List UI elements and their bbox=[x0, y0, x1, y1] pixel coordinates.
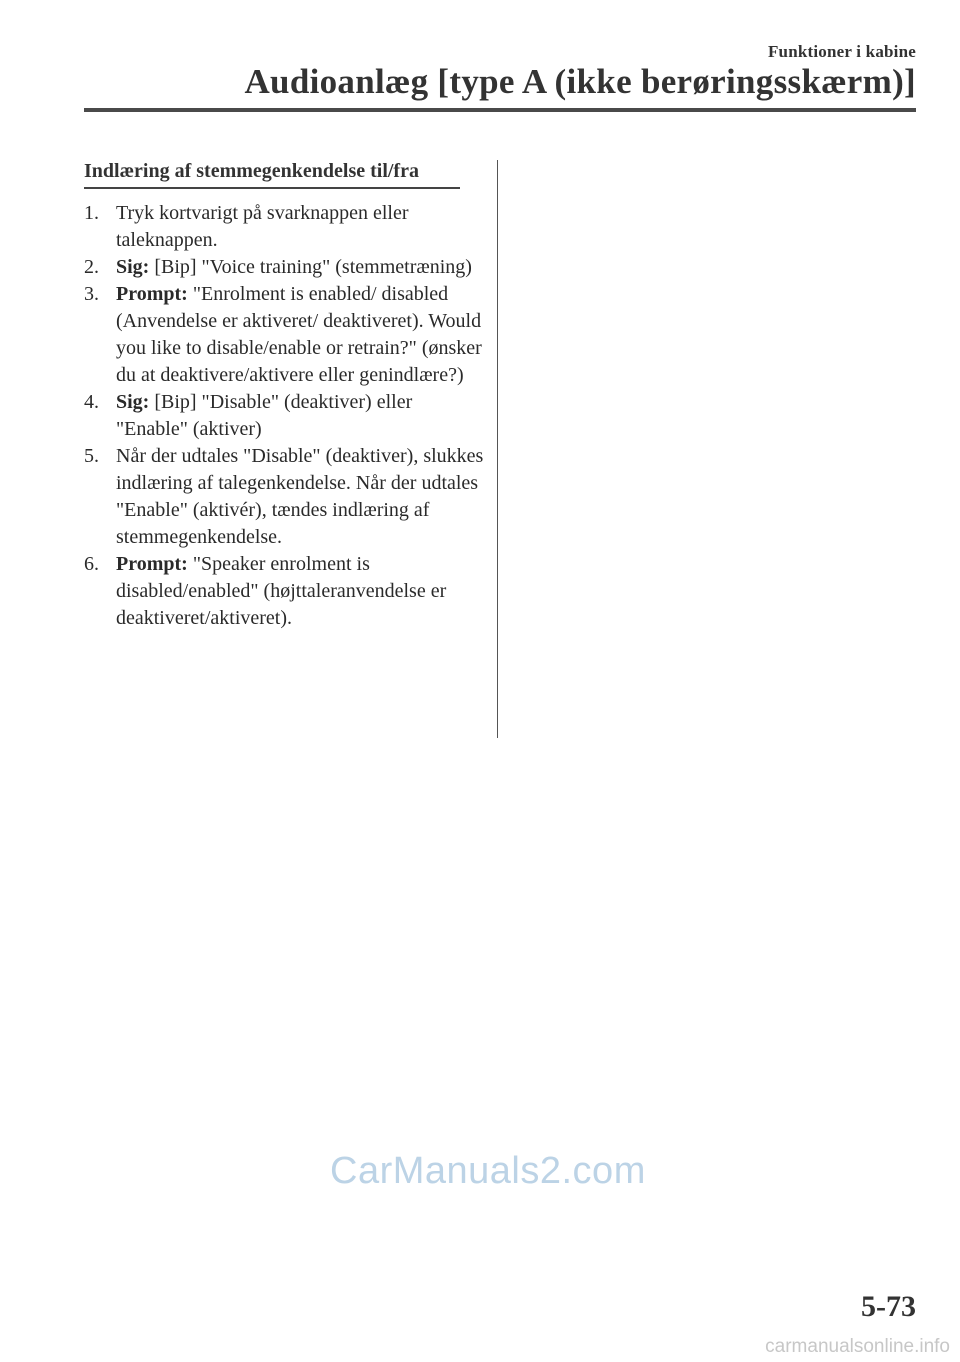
page-number: 5-73 bbox=[861, 1290, 916, 1323]
step-keyword: Prompt: bbox=[116, 553, 188, 575]
step-text: [Bip] "Disable" (deaktiver) eller "Enable" (aktiver) bbox=[116, 391, 413, 440]
instruction-steps bbox=[84, 200, 484, 632]
section-heading: Indlæring af stemmegenkendelse til/fra bbox=[84, 160, 460, 189]
step-number: 1. bbox=[84, 202, 99, 224]
page-title: Audioanlæg [type A (ikke berøringsskærm)] bbox=[244, 62, 916, 101]
step-number: 4. bbox=[84, 391, 99, 413]
step-text: "Speaker enrolment is disabled/enabled" (højttaleranvendelse er deaktiveret/aktiveret). bbox=[116, 553, 447, 629]
chapter-label: Funktioner i kabine bbox=[767, 42, 916, 61]
step-3 bbox=[84, 281, 484, 389]
step-text: Tryk kortvarigt på svarknappen eller taleknappen. bbox=[116, 202, 409, 251]
step-2 bbox=[84, 254, 484, 281]
step-keyword: Sig: bbox=[116, 256, 150, 278]
step-text: [Bip] "Voice training" (stemmetræning) bbox=[149, 256, 472, 278]
step-number: 6. bbox=[84, 553, 99, 575]
step-keyword: Sig: bbox=[116, 391, 150, 413]
step-number: 5. bbox=[84, 445, 99, 467]
column-divider bbox=[497, 160, 498, 738]
step-keyword: Prompt: bbox=[116, 283, 188, 305]
step-text: "Enrolment is enabled/ disabled (Anvendelse er aktiveret/ deaktiveret). Would you like to disable/enable or retrain?" (ønsker du at deaktivere/aktivere eller genindlære?) bbox=[116, 283, 482, 386]
step-number: 3. bbox=[84, 283, 99, 305]
step-6 bbox=[84, 551, 484, 632]
watermark: CarManuals2.com bbox=[330, 1150, 646, 1192]
step-text: Når der udtales "Disable" (deaktiver), slukkes indlæring af talegenkendelse. Når der udtales "Enable" (aktivér), tændes indlæring af stemmegenkendelse. bbox=[116, 445, 484, 548]
step-number: 2. bbox=[84, 256, 99, 278]
step-1 bbox=[84, 200, 484, 254]
step-4 bbox=[84, 389, 484, 443]
footer-watermark: carmanualsonline.info bbox=[765, 1336, 950, 1357]
step-5 bbox=[84, 443, 484, 551]
header-rule bbox=[84, 108, 916, 112]
